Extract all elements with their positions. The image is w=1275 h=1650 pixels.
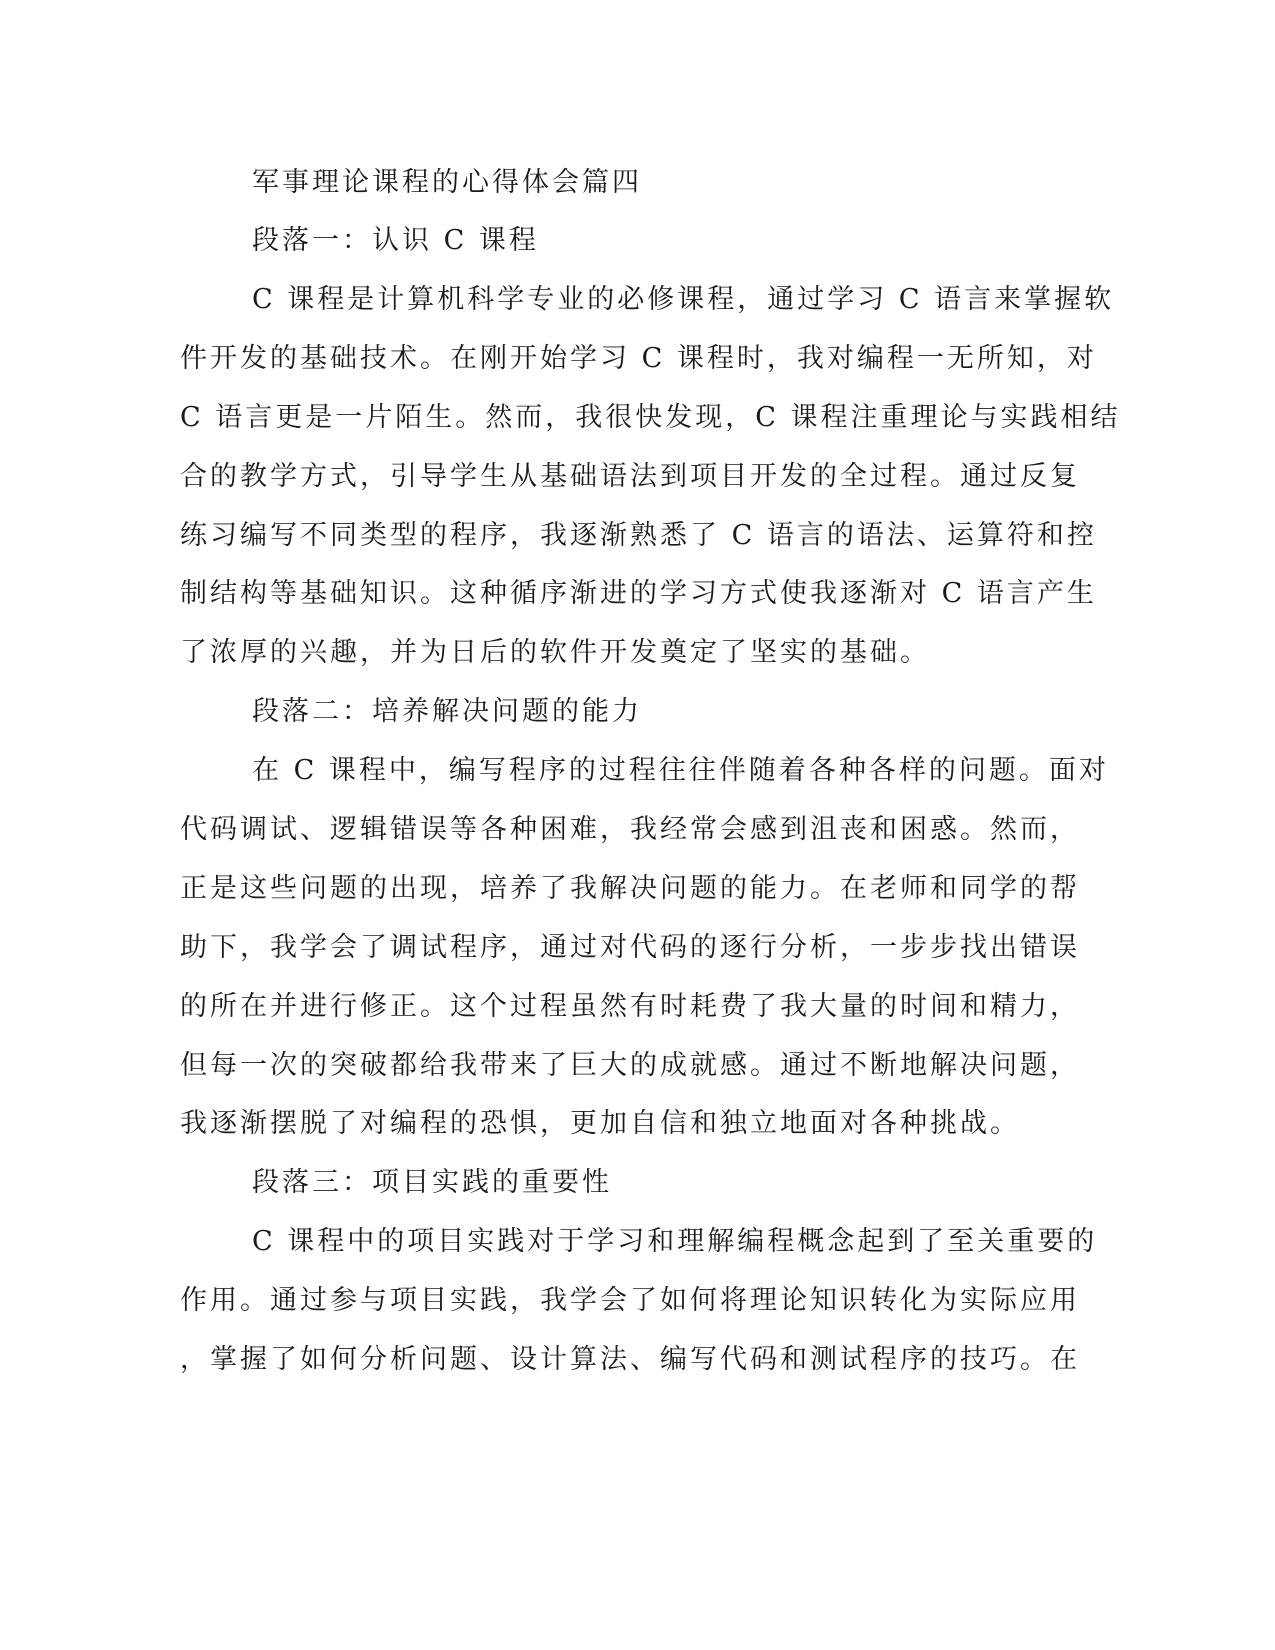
text-line: 了浓厚的兴趣，并为日后的软件开发奠定了坚实的基础。 xyxy=(180,637,930,668)
text-line: 在 C 课程中，编写程序的过程往往伴随着各种各样的问题。面对 xyxy=(252,755,1109,786)
text-line: 我逐渐摆脱了对编程的恐惧，更加自信和独立地面对各种挑战。 xyxy=(180,1108,1020,1139)
text-line: 但每一次的突破都给我带来了巨大的成就感。通过不断地解决问题， xyxy=(180,1050,1080,1081)
section-heading-1: 段落一：认识 C 课程 xyxy=(252,225,539,256)
section-heading-2: 段落二：培养解决问题的能力 xyxy=(252,696,642,727)
text-line: 的所在并进行修正。这个过程虽然有时耗费了我大量的时间和精力， xyxy=(180,991,1080,1022)
document-title: 军事理论课程的心得体会篇四 xyxy=(252,167,642,198)
text-line: ，掌握了如何分析问题、设计算法、编写代码和测试程序的技巧。在 xyxy=(180,1344,1080,1375)
text-line: C 课程是计算机科学专业的必修课程，通过学习 C 语言来掌握软 xyxy=(252,284,1115,315)
text-line: C 语言更是一片陌生。然而，我很快发现，C 课程注重理论与实践相结 xyxy=(180,402,1121,433)
section-heading-3: 段落三：项目实践的重要性 xyxy=(252,1167,612,1198)
text-line: 件开发的基础技术。在刚开始学习 C 课程时，我对编程一无所知，对 xyxy=(180,343,1097,374)
text-line: 合的教学方式，引导学生从基础语法到项目开发的全过程。通过反复 xyxy=(180,461,1080,492)
text-line: 助下，我学会了调试程序，通过对代码的逐行分析，一步步找出错误 xyxy=(180,932,1080,963)
text-line: 练习编写不同类型的程序，我逐渐熟悉了 C 语言的语法、运算符和控 xyxy=(180,520,1097,551)
text-line: 代码调试、逻辑错误等各种困难，我经常会感到沮丧和困惑。然而， xyxy=(180,814,1080,845)
text-line: 作用。通过参与项目实践，我学会了如何将理论知识转化为实际应用 xyxy=(180,1285,1080,1316)
text-line: 制结构等基础知识。这种循序渐进的学习方式使我逐渐对 C 语言产生 xyxy=(180,578,1097,609)
text-line: 正是这些问题的出现，培养了我解决问题的能力。在老师和同学的帮 xyxy=(180,873,1080,904)
text-line: C 课程中的项目实践对于学习和理解编程概念起到了至关重要的 xyxy=(252,1226,1098,1257)
